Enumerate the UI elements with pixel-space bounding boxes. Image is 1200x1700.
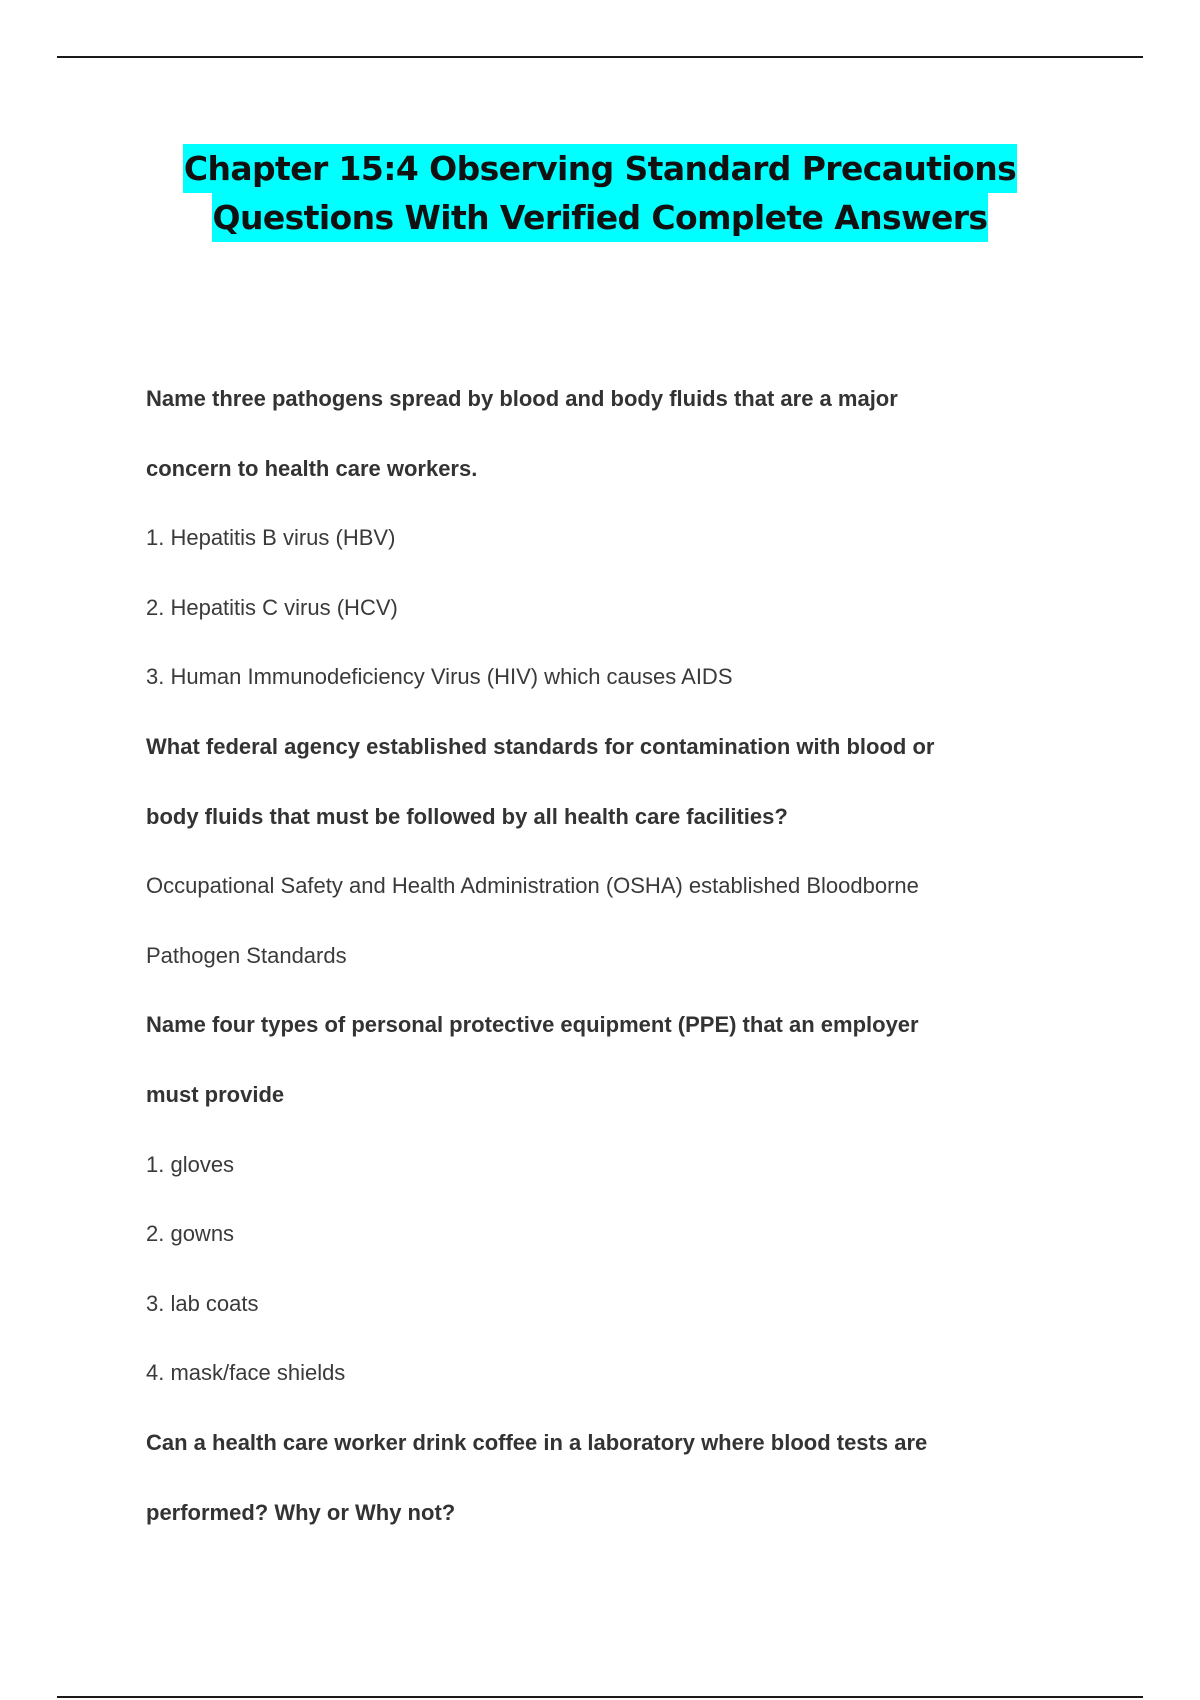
title-line-1: Chapter 15:4 Observing Standard Precautions bbox=[183, 144, 1017, 193]
document-title bbox=[0, 144, 1200, 242]
question-line: Can a health care worker drink coffee in a laboratory where blood tests are bbox=[146, 1429, 928, 1455]
question-line: performed? Why or Why not? bbox=[146, 1499, 456, 1525]
question-line: What federal agency established standards for contamination with blood or bbox=[146, 733, 935, 759]
answer-line: 4. mask/face shields bbox=[146, 1360, 346, 1386]
question-line: must provide bbox=[146, 1081, 285, 1107]
answer-line: Occupational Safety and Health Administration (OSHA) established Bloodborne bbox=[146, 873, 919, 899]
question-line: Name three pathogens spread by blood and body fluids that are a major bbox=[146, 386, 898, 411]
answer-line: 2. gowns bbox=[146, 1221, 235, 1247]
answer-line: 1. gloves bbox=[146, 1151, 235, 1177]
answer-line: 1. Hepatitis B virus (HBV) bbox=[146, 525, 396, 551]
question-line: body fluids that must be followed by all health care facilities? bbox=[146, 803, 788, 829]
answer-line: 2. Hepatitis C virus (HCV) bbox=[146, 594, 398, 620]
top-rule bbox=[57, 56, 1143, 58]
answer-line: 3. Human Immunodeficiency Virus (HIV) which causes AIDS bbox=[146, 664, 733, 690]
question-line: concern to health care workers. bbox=[146, 455, 478, 481]
qa-content bbox=[146, 364, 1066, 1547]
answer-line: 3. lab coats bbox=[146, 1290, 259, 1316]
question-line: Name four types of personal protective equipment (PPE) that an employer bbox=[146, 1012, 919, 1038]
bottom-rule bbox=[57, 1696, 1143, 1698]
answer-line: Pathogen Standards bbox=[146, 942, 347, 968]
title-line-2: Questions With Verified Complete Answers bbox=[212, 193, 989, 242]
